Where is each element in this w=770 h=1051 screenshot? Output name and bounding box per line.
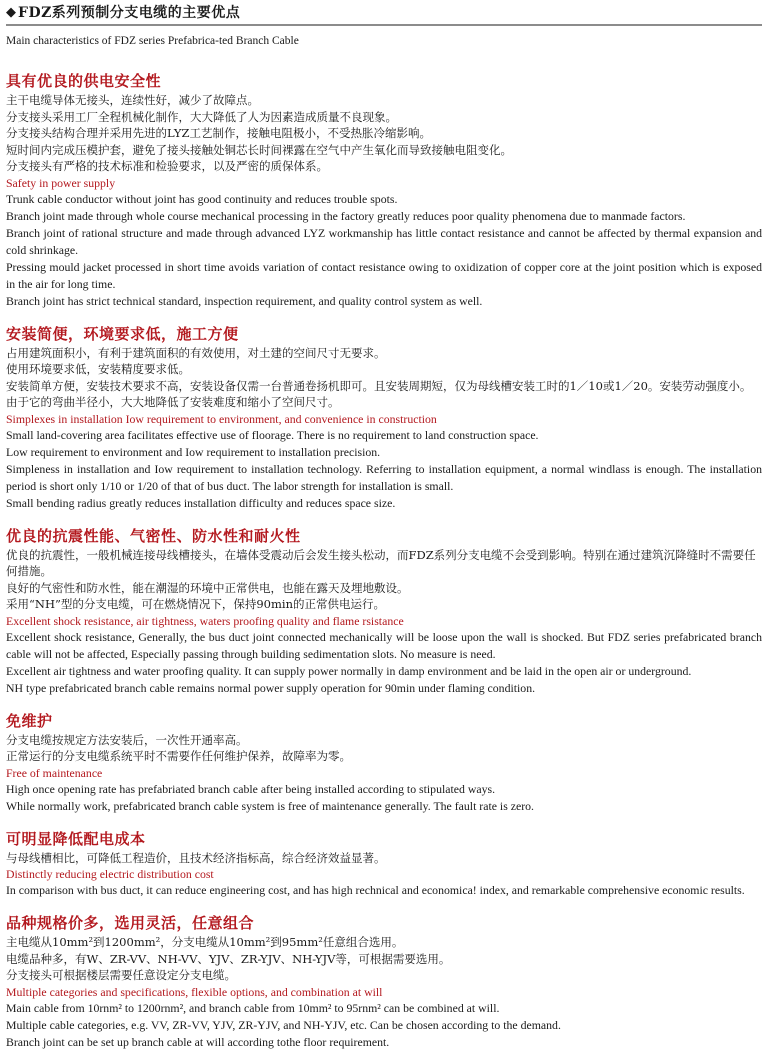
- paragraph-en: Branch joint can be set up branch cable at will according tothe floor requirement.: [6, 1034, 390, 1049]
- section-heading-en: Safety in power supply: [6, 175, 116, 190]
- paragraph-en: Branch joint made through whole course mechanical processing in the factory greatly reduces poor quality phenomena due to manmade factors.: [6, 208, 686, 223]
- paragraph-zh: 安装简单方便，安装技术要求不高，安装设备仅需一台普通卷扬机即可。且安装周期短，仅为母线槽安装工时的1／10或1／20。安装劳动强度小。: [6, 378, 752, 393]
- section-heading-en: Excellent shock resistance, air tightness, waters proofing quality and flame rsistance: [6, 613, 404, 628]
- section: [6, 829, 762, 900]
- paragraph-zh: 分支接头采用工厂全程机械化制作，大大降低了人为因素造成质量不良现象。: [6, 109, 397, 124]
- paragraph-zh: 分支接头可根据楼层需要任意设定分支电缆。: [6, 968, 236, 982]
- paragraph-zh: 电缆品种多，有W、ZR-VV、NH-VV、YJV、ZR-YJV、NH-YJV等，可根据需要选用。: [6, 951, 451, 966]
- diamond-bullet-icon: ◆: [6, 4, 16, 20]
- section-heading-zh: 优良的抗震性能、气密性、防水性和耐火性: [6, 526, 301, 545]
- section-heading-en: Distinctly reducing electric distribution cost: [6, 867, 214, 881]
- section-heading-en: Simplexes in installation Iow requirement to environment, and convenience in construction: [6, 411, 437, 426]
- paragraph-en: High once opening rate has prefabriated branch cable after being installed according to stipulated ways.: [6, 781, 496, 796]
- sections-container: [6, 71, 762, 1051]
- section-heading-zh: 安装简便，环境要求低，施工方便: [6, 324, 239, 343]
- paragraph-zh: 正常运行的分支电缆系统平时不需要作任何维护保养，故障率为零。: [6, 749, 351, 763]
- paragraph-en: In comparison with bus duct, it can reduce engineering cost, and has high rechnical and economica! index, and remarkable comprehensive economic results.: [6, 883, 745, 897]
- paragraph-en: Branch joint has strict technical standard, inspection requirement, and quality control system as well.: [6, 293, 483, 308]
- paragraph-zh: 与母线槽相比，可降低工程造价，且技术经济指标高，综合经济效益显著。: [6, 850, 386, 865]
- paragraph-en: Multiple cable categories, e.g. VV, ZR-VV, YJV, ZR-YJV, and NH-YJV, etc. Can be chosen according to the demand.: [6, 1017, 561, 1032]
- paragraph-en: Excellent air tightness and water proofing quality. It can supply power normally in damp environment and be laid in the open air or underground.: [6, 663, 692, 678]
- page-subtitle: Main characteristics of FDZ series Prefabrica-ted Branch Cable: [6, 35, 299, 47]
- title-bar: [6, 0, 762, 26]
- paragraph-zh: 分支接头有严格的技术标准和检验要求，以及严密的质保体系。: [6, 159, 328, 173]
- paragraph-en: Simpleness in installation and Iow requirement to installation technology. Referring to installation equipment, a normal windlass is enough. The installation period is short only 1/10 or 1/20 of that of bus duct. The labor strength for installation is small.: [6, 461, 762, 493]
- section: [6, 526, 762, 697]
- paragraph-en: Small land-covering area facilitates effective use of floorage. There is no requirement to land construction space.: [6, 427, 539, 442]
- section-heading-zh: 免维护: [6, 711, 53, 730]
- paragraph-en: NH type prefabricated branch cable remains normal power supply operation for 90min under flaming condition.: [6, 680, 536, 695]
- paragraph-zh: 优良的抗震性，一般机械连接母线槽接头，在墙体受震动后会发生接头松动，而FDZ系列分支电缆不会受到影响。特别在通过建筑沉降缝时不需要任何措施。: [6, 547, 756, 578]
- section-heading-zh: 可明显降低配电成本: [6, 829, 146, 848]
- section: [6, 711, 762, 815]
- paragraph-zh: 由于它的弯曲半径小，大大地降低了安装难度和缩小了空间尺寸。: [6, 395, 340, 409]
- paragraph-en: Trunk cable conductor without joint has good continuity and reduces trouble spots.: [6, 191, 398, 206]
- section-heading-en: Multiple categories and specifications, flexible options, and combination at will: [6, 984, 383, 999]
- paragraph-en: Pressing mould jacket processed in short time avoids variation of contact resistance owing to oxidization of copper core at the joint position which is exposed in the air for long time.: [6, 259, 762, 291]
- page-title: FDZ系列预制分支电缆的主要优点: [18, 5, 241, 21]
- paragraph-zh: 分支接头结构合理并采用先进的LYZ工艺制作，接触电阻极小，不受热胀冷缩影响。: [6, 126, 431, 140]
- paragraph-zh: 分支电缆按规定方法安装后，一次性开通率高。: [6, 732, 248, 747]
- paragraph-zh: 良好的气密性和防水性，能在潮湿的环境中正常供电，也能在露天及埋地敷设。: [6, 580, 409, 595]
- paragraph-en: Branch joint of rational structure and made through advanced LYZ workmanship has little contact resistance and cannot be affected by thermal expansion and cold shrinkage.: [6, 225, 762, 257]
- paragraph-en: Low requirement to environment and Iow requirement to installation precision.: [6, 444, 381, 459]
- paragraph-zh: 主干电缆导体无接头，连续性好，减少了故障点。: [6, 93, 259, 107]
- paragraph-zh: 主电缆从10mm²到1200mm²，分支电缆从10mm²到95mm²任意组合选用。: [6, 935, 404, 949]
- paragraph-zh: 占用建筑面积小，有利于建筑面积的有效使用，对土建的空间尺寸无要求。: [6, 345, 386, 360]
- paragraph-en: While normally work, prefabricated branch cable system is free of maintenance generally. The fault rate is zero.: [6, 798, 535, 813]
- section: [6, 324, 762, 512]
- paragraph-en: Main cable from 10rnm² to 1200rnm², and branch cable from 10mm² to 95rnm² can be combined at will.: [6, 1000, 500, 1015]
- paragraph-en: Small bending radius greatly reduces installation difficulty and reduces space size.: [6, 495, 396, 510]
- paragraph-zh: 采用“NH”型的分支电缆，可在燃烧情况下，保持90min的正常供电运行。: [6, 597, 385, 611]
- paragraph-zh: 短时间内完成压模护套，避免了接头接触处铜芯长时间裸露在空气中产生氧化而导致接触电阻变化。: [6, 142, 512, 157]
- section: [6, 913, 762, 1051]
- paragraph-zh: 使用环境要求低，安装精度要求低。: [6, 362, 190, 376]
- section: [6, 71, 762, 310]
- section-heading-zh: 具有优良的供电安全性: [6, 72, 162, 90]
- section-heading-en: Free of maintenance: [6, 765, 103, 780]
- paragraph-en: Excellent shock resistance, Generally, the bus duct joint connected mechanically will be loose upon the wall is shocked. But FDZ series prefabricated branch cable will not be affected, Especially passing through building sedimentation slots. No measure is need.: [6, 629, 762, 661]
- section-heading-zh: 品种规格价多，选用灵活，任意组合: [6, 914, 255, 932]
